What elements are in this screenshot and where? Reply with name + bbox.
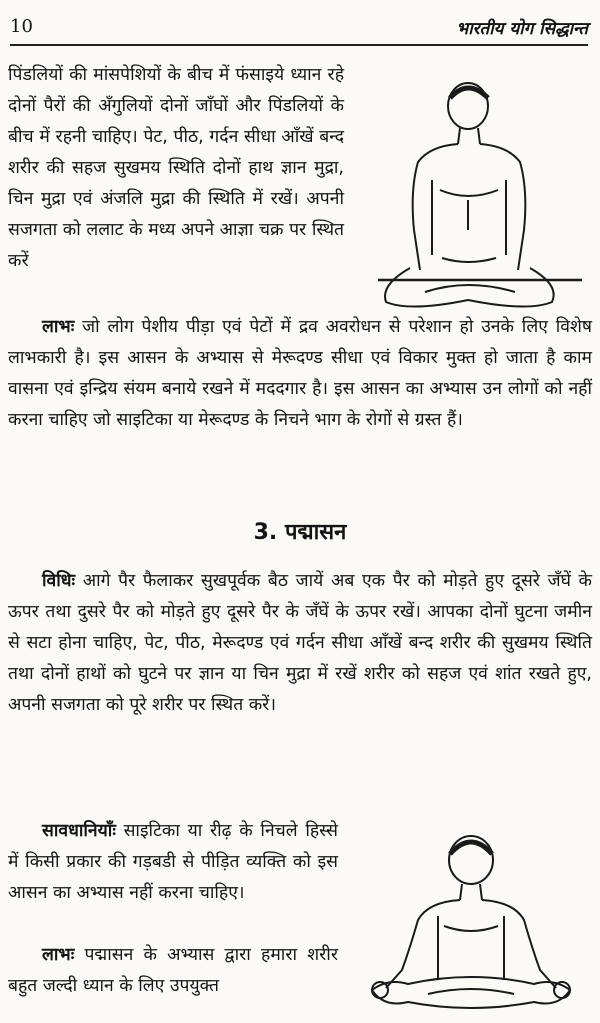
paragraph-benefits-padmasana [8, 940, 338, 1002]
paragraph-text: आगे पैर फैलाकर सुखपूर्वक बैठ जायें अब एक पैर को मोड़ते हुए दूसरे जँघें के ऊपर तथा दुसरे पैर को मोड़ते हुए दूसरे पैर के जँघें के ऊपर रखें। आपका दोनों घुटना जमीन से सटा होना चाहिए, पेट, पीठ, मेरूदण्ड एवं गर्दन सीधा आँखें बन्द शरीर की सुखमय स्थिति तथा दोनों हाथों को घुटने पर ज्ञान या चिन मुद्रा में रखें शरीर को सहज एवं शांत रखते हुए, अपनी सजगता को पूरे शरीर पर स्थित करें। [8, 571, 592, 715]
precautions-label: सावधानियाँः [42, 821, 116, 841]
page-header [10, 14, 588, 46]
benefits-label: लाभः [42, 317, 75, 337]
section-heading: 3. पद्मासन [253, 520, 347, 545]
method-label: विधिः [42, 571, 76, 591]
padmasana-illustration [358, 830, 584, 1012]
benefits-label: लाभः [42, 945, 75, 965]
paragraph-method [8, 566, 592, 721]
paragraph-precautions [8, 816, 338, 909]
paragraph-text: पद्मासन के अभ्यास द्वारा हमारा शरीर बहुत जल्दी ध्यान के लिए उपयुक्त [8, 945, 338, 996]
paragraph-benefits [8, 312, 592, 436]
paragraph-text: पिंडलियों की मांसपेशियों के बीच में फंसाइये ध्यान रहे दोनों पैरों की अँगुलियों दोनों जाँघों और पिंडलियों के बीच में रहनी चाहिए। पेट, पीठ, गर्दन सीधा आँखें बन्द शरीर की सहज सुखमय स्थिति दोनों हाथ ज्ञान मुद्रा, चिन मुद्रा एवं अंजलि मुद्रा की स्थिति में रखें। अपनी सजगता को ललाट के मध्य अपने आज्ञा चक्र पर स्थित करें [8, 65, 344, 271]
paragraph-intro [8, 60, 344, 277]
paragraph-text: साइटिका या रीढ़ के निचले हिस्से में किसी प्रकार की गड़बडी से पीड़ित व्यक्ति को इस आसन का अभ्यास नहीं करना चाहिए। [8, 821, 338, 903]
seated-pose-illustration [370, 80, 590, 320]
book-title: भारतीय योग सिद्धान्त [456, 19, 588, 39]
page-number: 10 [10, 16, 33, 37]
paragraph-text: जो लोग पेशीय पीड़ा एवं पेटों में द्रव अवरोधन से परेशान हो उनके लिए विशेष लाभकारी है। इस आसन के अभ्यास से मेरूदण्ड सीधा एवं विकार मुक्त हो जाता है काम वासना एवं इन्द्रिय संयम बनाये रखने में मददगार है। इस आसन का अभ्यास उन लोगों को नहीं करना चाहिए जो साइटिका या मेरूदण्ड के निचने भाग के रोगों से ग्रस्त हैं। [8, 317, 592, 430]
